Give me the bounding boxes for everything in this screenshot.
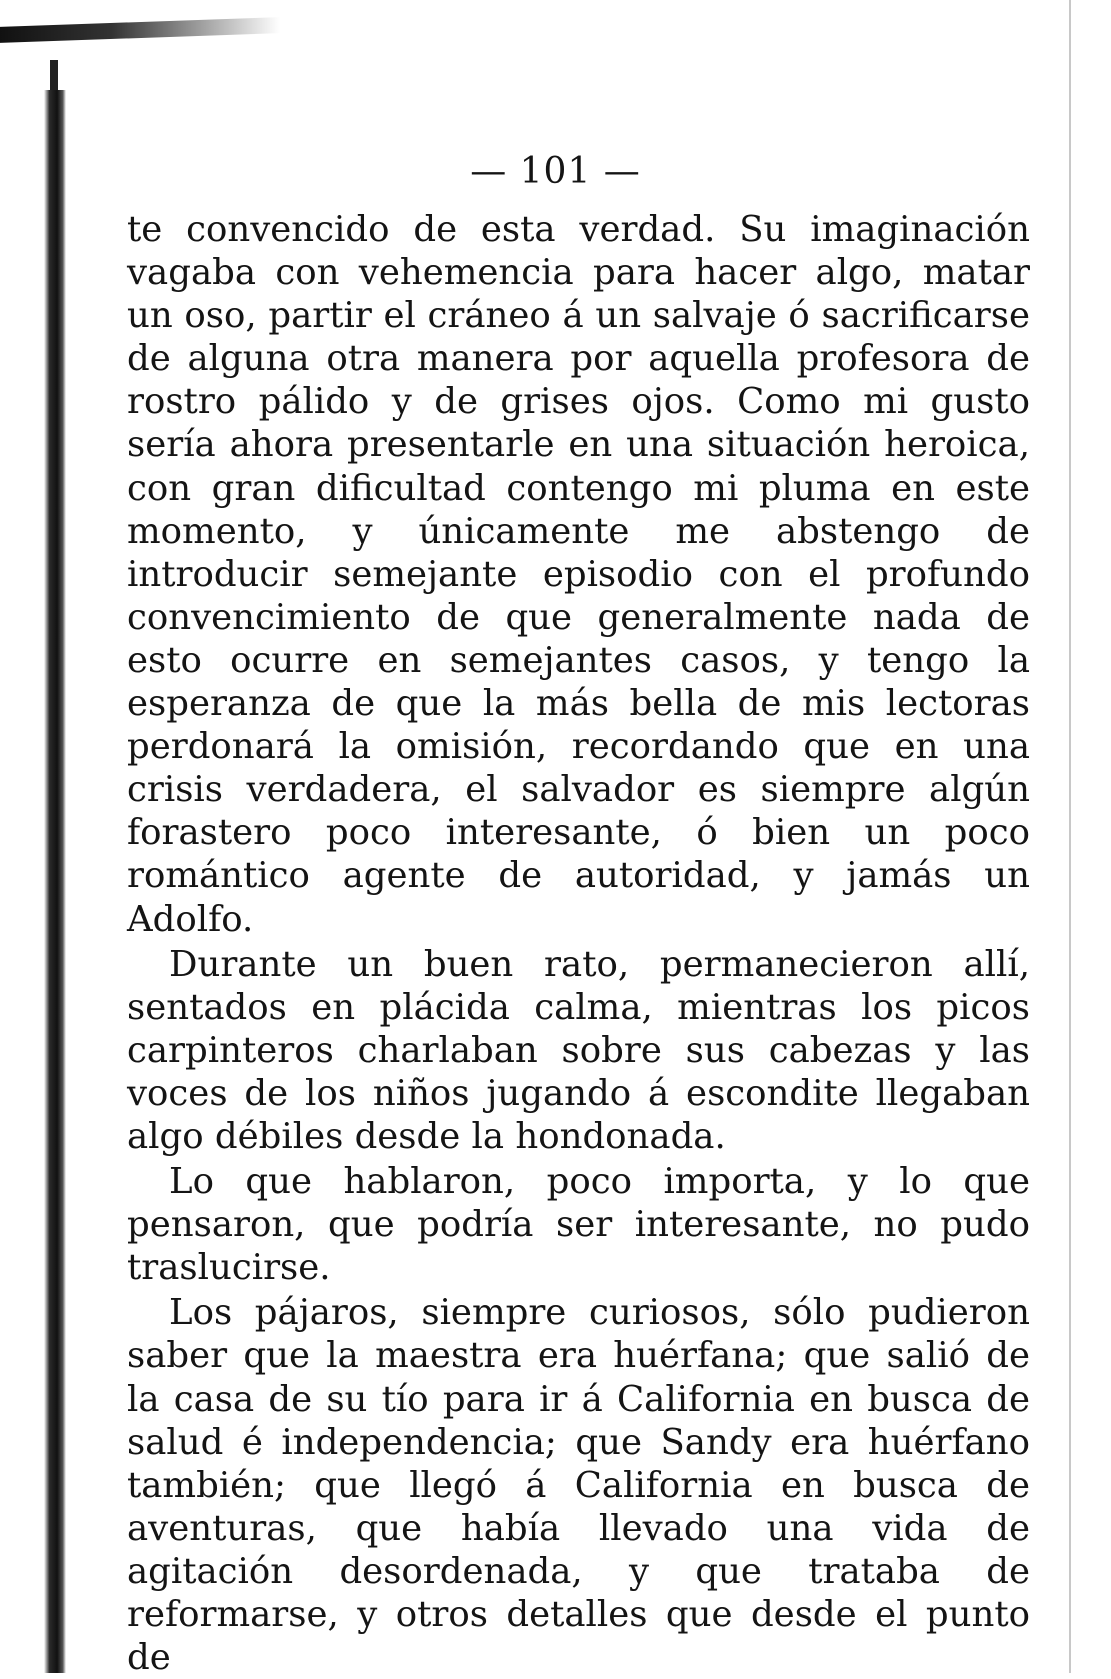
paragraph-continuation: te convencido de esta verdad. Su imaginación vagaba con vehemencia para hacer algo, matar un oso, partir el cráneo á un salvaje ó sacrificarse de alguna otra manera por aquella profesora de rostro pálido y de grises ojos. Como mi gusto sería ahora presentarle en una situación heroica, con gran dificultad contengo mi pluma en este momento, y únicamente me abstengo de introducir semejante episodio con el profundo convencimiento de que generalmente nada de esto ocurre en semejantes casos, y tengo la esperanza de que la más bella de mis lectoras perdonará la omisión, recordando que en una crisis verdadera, el salvador es siempre algún forastero poco interesante, ó bien un poco romántico agente de autoridad, y jamás un Adolfo. — [127, 209, 1030, 940]
page-number: — 101 — — [470, 151, 641, 192]
paragraph: Durante un buen rato, permanecieron allí, sentados en plácida calma, mientras los picos carpinteros charlaban sobre sus cabezas y las voces de los niños jugando á escondite llegaban algo débiles desde la hondonada. — [127, 943, 1030, 1157]
body-text — [127, 208, 1030, 1679]
scan-edge-shadow — [0, 17, 280, 43]
paragraph: Los pájaros, siempre curiosos, sólo pudieron saber que la maestra era huérfana; que salió de la casa de su tío para ir á California en busca de salud é independencia; que Sandy era huérfano también; que llegó á California en busca de aventuras, que había llevado una vida de agitación desordenada, y que trataba de reformarse, y otros detalles que desde el punto de — [127, 1292, 1030, 1679]
binding-shadow — [44, 90, 66, 1673]
page-edge-line — [1069, 0, 1071, 1673]
paragraph: Lo que hablaron, poco importa, y lo que pensaron, que podría ser interesante, no pudo traslucirse. — [127, 1161, 1030, 1289]
